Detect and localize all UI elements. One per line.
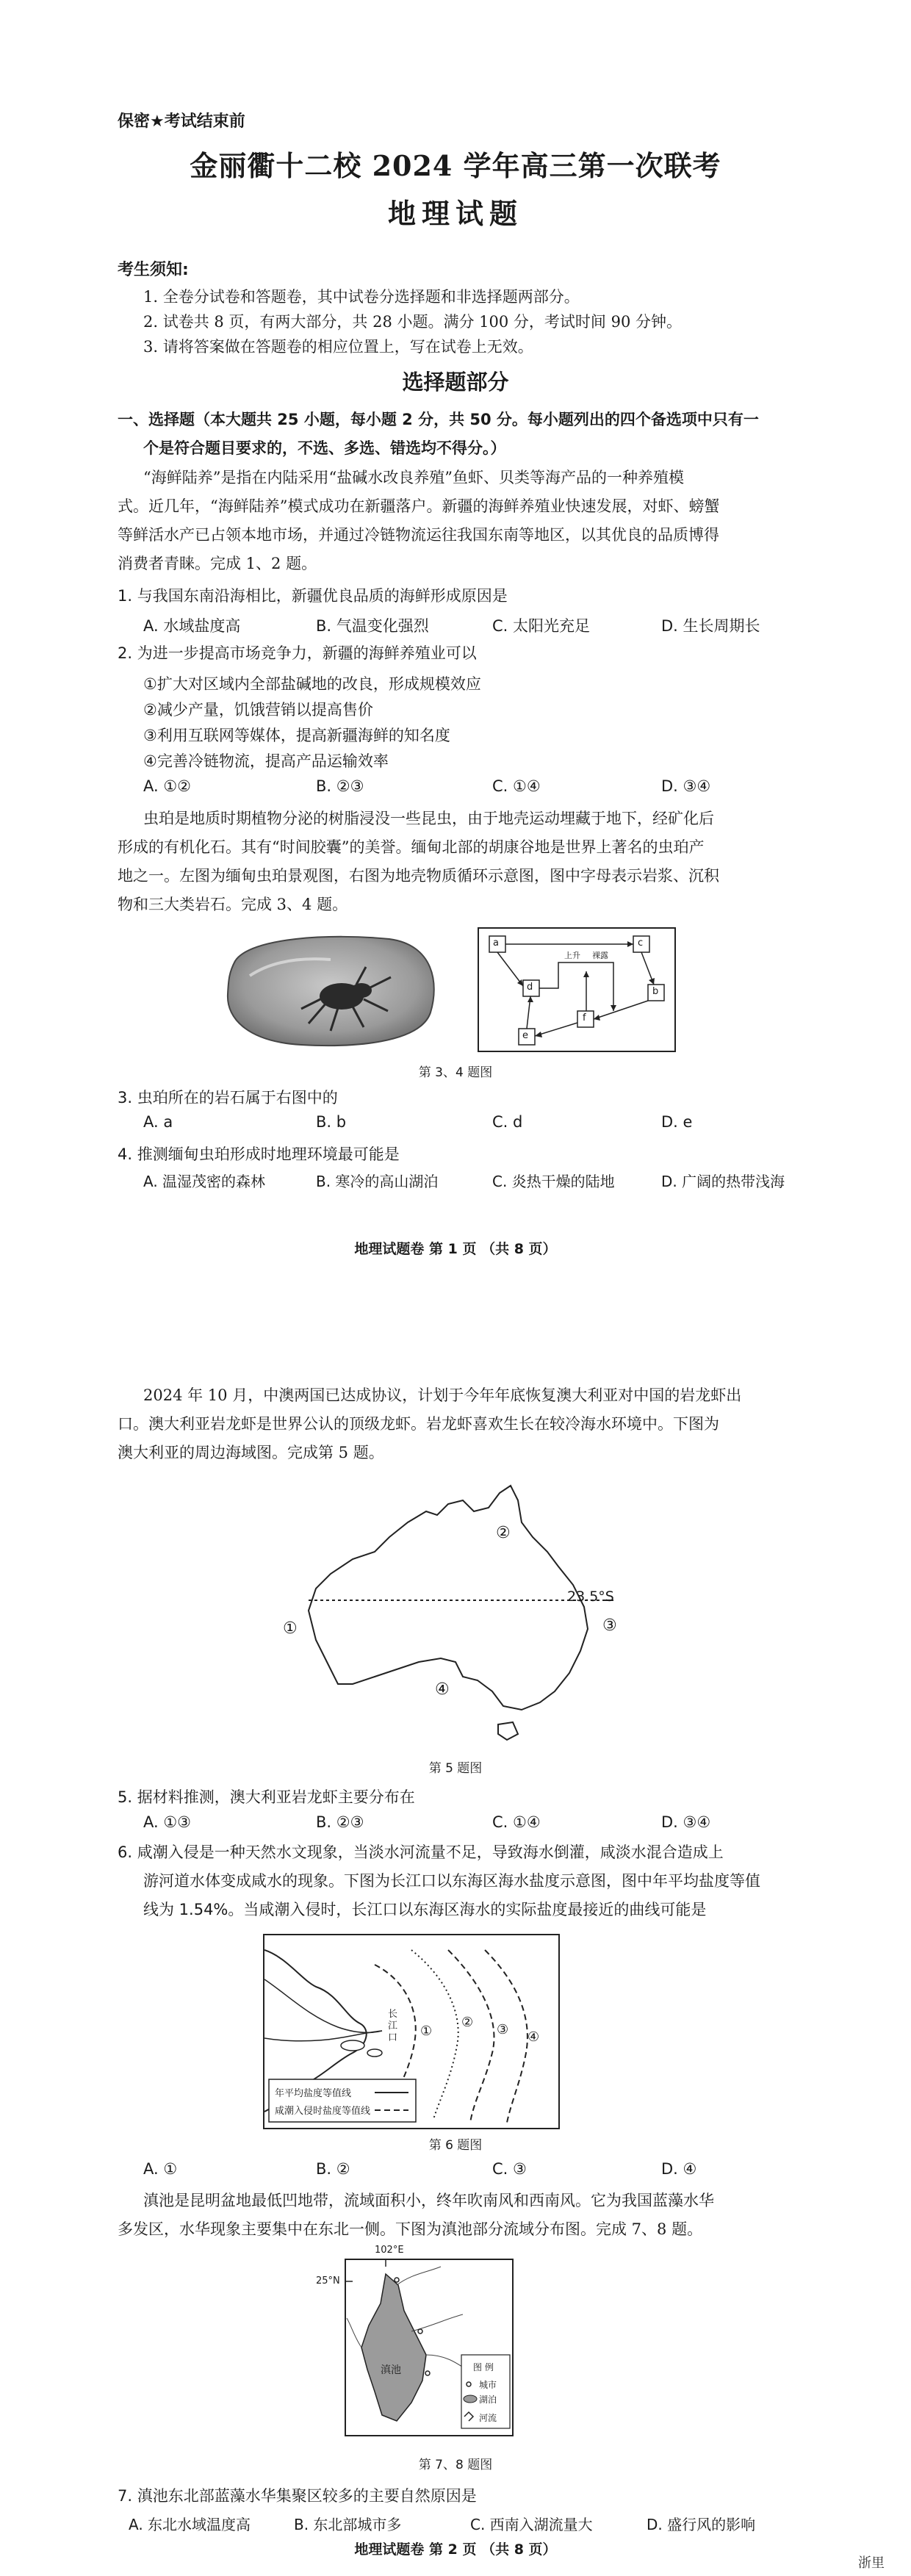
legend-river: 河流 bbox=[479, 2413, 497, 2423]
option-c: C. 西南入湖流量大 bbox=[470, 2516, 593, 2533]
curve-label-1: ① bbox=[420, 2023, 433, 2039]
material-line: 口。澳大利亚岩龙虾是世界公认的顶级龙虾。岩龙虾喜欢生长在较冷海水环境中。下图为 bbox=[118, 1415, 719, 1433]
question-stem: 5. 据材料推测，澳大利亚岩龙虾主要分布在 bbox=[118, 1788, 415, 1806]
question-stem: 线为 1.54%。当咸潮入侵时，长江口以东海区海水的实际盐度最接近的曲线可能是 bbox=[143, 1901, 707, 1918]
option-c: C. 太阳光充足 bbox=[492, 617, 591, 635]
option-a: A. 水域盐度高 bbox=[143, 617, 241, 635]
option-c: C. ③ bbox=[492, 2160, 527, 2178]
material-line: 虫珀是地质时期植物分泌的树脂浸没一些昆虫，由于地壳运动埋藏于地下，经矿化后 bbox=[143, 810, 714, 827]
option-b: B. ②③ bbox=[316, 777, 364, 795]
option-a: A. ① bbox=[143, 2160, 178, 2178]
option-a: A. ①③ bbox=[143, 1813, 191, 1831]
option-c: C. ①④ bbox=[492, 1813, 541, 1831]
map-marker-3: ③ bbox=[602, 1616, 617, 1635]
option-d: D. e bbox=[661, 1113, 693, 1131]
option-c: C. ①④ bbox=[492, 777, 541, 795]
latitude-label: 25°N bbox=[316, 2275, 340, 2287]
material-line: 消费者青睐。完成 1、2 题。 bbox=[118, 555, 317, 572]
amber-photo bbox=[220, 932, 441, 1049]
curve-label-3: ③ bbox=[497, 2022, 509, 2037]
notice-line: 3. 请将答案做在答题卷的相应位置上，写在试卷上无效。 bbox=[143, 338, 533, 356]
page-footer: 地理试题卷 第 1 页 （共 8 页） bbox=[354, 1241, 557, 1257]
curve-label-4: ④ bbox=[527, 2029, 540, 2045]
legend-annual: 年平均盐度等值线 bbox=[275, 2088, 352, 2099]
legend-city: 城市 bbox=[479, 2380, 497, 2390]
lake-label: 滇池 bbox=[381, 2364, 401, 2376]
page-1 bbox=[0, 0, 911, 1205]
notice-heading: 考生须知: bbox=[118, 261, 189, 279]
option-c: C. d bbox=[492, 1113, 523, 1131]
option-d: D. ③④ bbox=[661, 777, 711, 795]
cycle-label-uplift: 上升 bbox=[564, 951, 580, 960]
legend-title: 图 例 bbox=[473, 2362, 494, 2372]
cycle-label-a: a bbox=[493, 938, 499, 949]
legend-intrusion: 咸潮入侵时盐度等值线 bbox=[275, 2106, 371, 2117]
figure-caption: 第 5 题图 bbox=[428, 1761, 483, 1776]
cycle-label-b: b bbox=[652, 986, 659, 997]
map-marker-4: ④ bbox=[435, 1680, 450, 1699]
page-footer: 地理试题卷 第 2 页 （共 8 页） bbox=[354, 2541, 557, 2558]
material-line: “海鲜陆养”是指在内陆采用“盐碱水改良养殖”鱼虾、贝类等海产品的一种养殖模 bbox=[143, 469, 684, 486]
option-b: B. ② bbox=[316, 2160, 350, 2178]
statement-item: ④完善冷链物流，提高产品运输效率 bbox=[143, 752, 389, 770]
page-2 bbox=[0, 1205, 911, 2576]
statement-item: ②减少产量，饥饿营销以提高售价 bbox=[143, 701, 373, 719]
option-a: A. a bbox=[143, 1113, 173, 1131]
corner-watermark: 浙里 bbox=[858, 2555, 885, 2571]
option-d: D. 盛行风的影响 bbox=[647, 2516, 756, 2533]
australia-map bbox=[279, 1471, 632, 1750]
option-b: B. b bbox=[316, 1113, 347, 1131]
question-stem: 7. 滇池东北部蓝藻水华集聚区较多的主要自然原因是 bbox=[118, 2487, 477, 2505]
option-a: A. 温湿茂密的森林 bbox=[143, 1173, 266, 1190]
map-marker-2: ② bbox=[496, 1524, 511, 1542]
cycle-label-f: f bbox=[583, 1012, 586, 1023]
material-line: 式。近几年，“海鲜陆养”模式成功在新疆落户。新疆的海鲜养殖业快速发展，对虾、螃蟹 bbox=[118, 497, 720, 515]
material-line: 等鲜活水产已占领本地市场，并通过冷链物流运往我国东南等地区，以其优良的品质博得 bbox=[118, 526, 719, 544]
question-stem: 1. 与我国东南沿海相比，新疆优良品质的海鲜形成原因是 bbox=[118, 587, 508, 605]
material-line: 地之一。左图为缅甸虫珀景观图，右图为地壳物质循环示意图，图中字母表示岩浆、沉积 bbox=[118, 867, 719, 885]
cycle-label-e: e bbox=[522, 1030, 528, 1041]
question-stem: 3. 虫珀所在的岩石属于右图中的 bbox=[118, 1089, 338, 1107]
option-d: D. 广阔的热带浅海 bbox=[661, 1173, 785, 1190]
figure-caption: 第 6 题图 bbox=[428, 2138, 483, 2153]
cycle-label-exposed: 裸露 bbox=[592, 951, 608, 960]
estuary-salinity-map bbox=[263, 1934, 560, 2129]
dianchi-map bbox=[316, 2245, 522, 2443]
figure-caption: 第 3、4 题图 bbox=[418, 1065, 493, 1080]
material-line: 物和三大类岩石。完成 3、4 题。 bbox=[118, 896, 348, 913]
option-b: B. 气温变化强烈 bbox=[316, 617, 429, 635]
material-line: 澳大利亚的周边海域图。完成第 5 题。 bbox=[118, 1444, 384, 1461]
longitude-label: 102°E bbox=[375, 2245, 404, 2256]
notice-line: 1. 全卷分试卷和答题卷，其中试卷分选择题和非选择题两部分。 bbox=[143, 288, 580, 306]
option-d: D. ③④ bbox=[661, 1813, 711, 1831]
option-c: C. 炎热干燥的陆地 bbox=[492, 1173, 615, 1190]
part-instruction: 一、选择题（本大题共 25 小题，每小题 2 分，共 50 分。每小题列出的四个备选项中只有一 bbox=[118, 411, 759, 428]
question-stem: 游河道水体变成咸水的现象。下图为长江口以东海区海水盐度示意图，图中年平均盐度等值 bbox=[143, 1872, 760, 1890]
confidential-mark: 保密★考试结束前 bbox=[118, 112, 245, 131]
material-line: 滇池是昆明盆地最低凹地带，流域面积小，终年吹南风和西南风。它为我国蓝藻水华 bbox=[143, 2192, 714, 2209]
option-a: A. ①② bbox=[143, 777, 191, 795]
cycle-label-c: c bbox=[638, 938, 644, 949]
exam-title: 金丽衢十二校 2024 学年高三第一次联考 bbox=[190, 149, 721, 182]
estuary-label: 长江口 bbox=[388, 2009, 398, 2043]
option-d: D. ④ bbox=[661, 2160, 697, 2178]
notice-line: 2. 试卷共 8 页，有两大部分，共 28 小题。满分 100 分，考试时间 90 分钟。 bbox=[143, 313, 682, 331]
material-line: 多发区，水华现象主要集中在东北一侧。下图为滇池部分流域分布图。完成 7、8 题。 bbox=[118, 2220, 703, 2238]
option-b: B. ②③ bbox=[316, 1813, 364, 1831]
material-line: 形成的有机化石。其有“时间胶囊”的美誉。缅甸北部的胡康谷地是世界上著名的虫珀产 bbox=[118, 838, 705, 856]
rock-cycle-diagram bbox=[478, 927, 676, 1052]
question-stem: 6. 咸潮入侵是一种天然水文现象，当淡水河流量不足，导致海水倒灌，咸淡水混合造成上 bbox=[118, 1843, 724, 1861]
subject-title: 地理试题 bbox=[387, 197, 523, 230]
curve-label-2: ② bbox=[461, 2015, 474, 2030]
question-stem: 4. 推测缅甸虫珀形成时地理环境最可能是 bbox=[118, 1145, 400, 1163]
statement-item: ①扩大对区域内全部盐碱地的改良，形成规模效应 bbox=[143, 675, 481, 693]
statement-item: ③利用互联网等媒体，提高新疆海鲜的知名度 bbox=[143, 727, 450, 744]
option-d: D. 生长周期长 bbox=[661, 617, 760, 635]
cycle-label-d: d bbox=[527, 982, 533, 993]
question-stem: 2. 为进一步提高市场竞争力，新疆的海鲜养殖业可以 bbox=[118, 644, 477, 662]
map-marker-1: ① bbox=[283, 1619, 298, 1638]
option-a: A. 东北水域温度高 bbox=[129, 2516, 251, 2533]
option-b: B. 寒冷的高山湖泊 bbox=[316, 1173, 439, 1190]
material-line: 2024 年 10 月，中澳两国已达成协议，计划于今年年底恢复澳大利亚对中国的岩龙虾出 bbox=[143, 1386, 742, 1404]
section-title: 选择题部分 bbox=[402, 370, 509, 395]
latitude-label: 23.5°S bbox=[567, 1589, 614, 1605]
figure-caption: 第 7、8 题图 bbox=[418, 2458, 493, 2472]
part-instruction: 个是符合题目要求的，不选、多选、错选均不得分。） bbox=[143, 439, 506, 457]
legend-lake: 湖泊 bbox=[479, 2395, 497, 2405]
option-b: B. 东北部城市多 bbox=[294, 2516, 402, 2533]
